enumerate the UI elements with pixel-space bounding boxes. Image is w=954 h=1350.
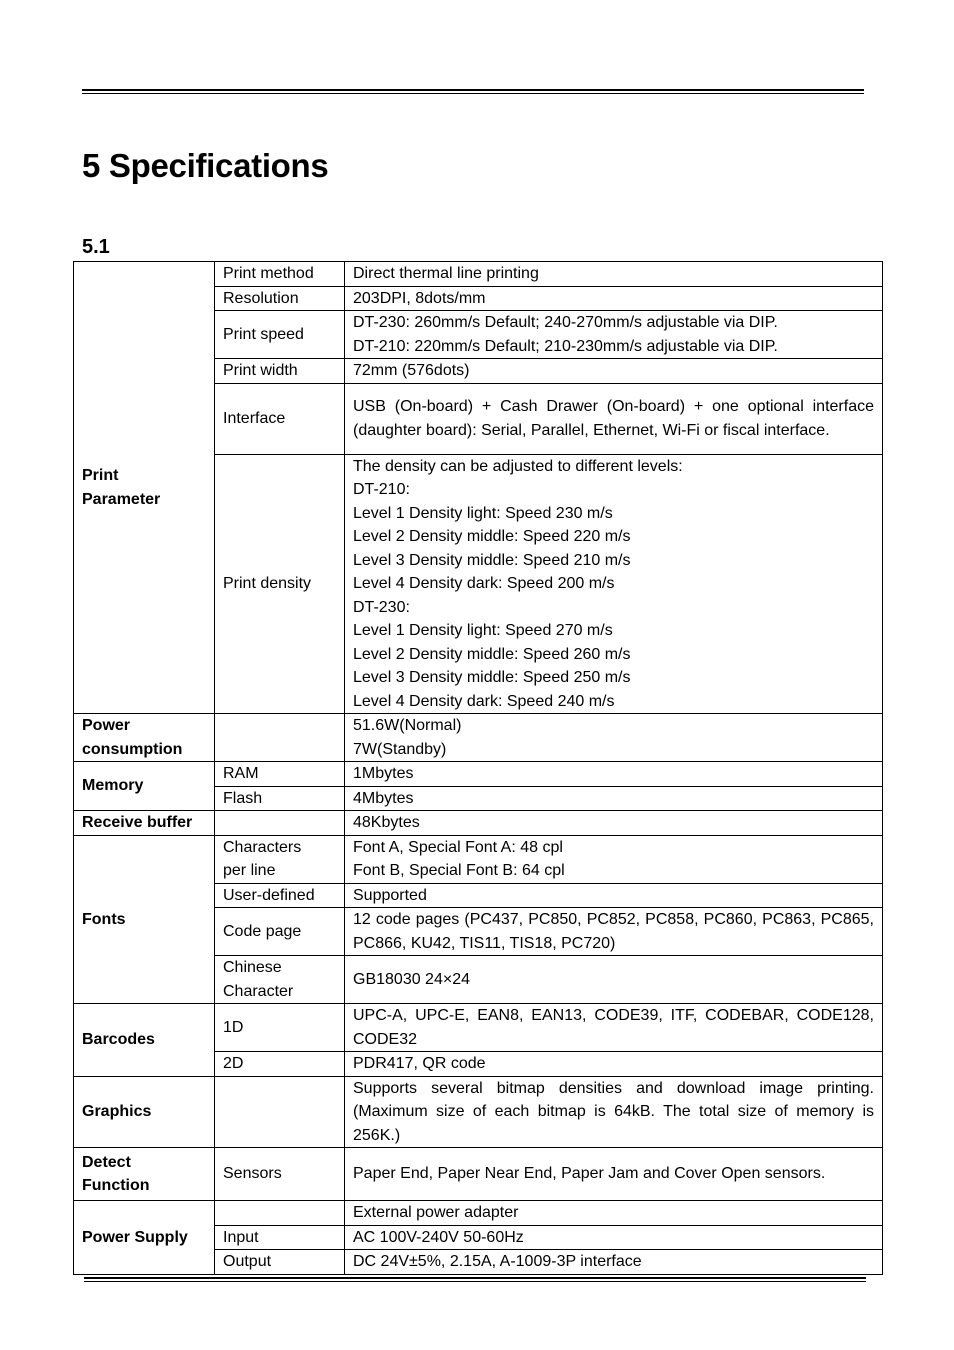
item-print-method: Print method	[215, 262, 345, 287]
category-print-parameter: Print Parameter	[74, 262, 215, 714]
item-resolution: Resolution	[215, 286, 345, 311]
header-rule-thin	[82, 93, 864, 94]
item-1d: 1D	[215, 1004, 345, 1052]
item-print-density: Print density	[215, 454, 345, 714]
item-characters-per-line: Characters per line	[215, 835, 345, 883]
value-1d: UPC-A, UPC-E, EAN8, EAN13, CODE39, ITF, CODEBAR, CODE128, CODE32	[345, 1004, 883, 1052]
value-chinese-character: GB18030 24×24	[345, 956, 883, 1004]
item-interface: Interface	[215, 383, 345, 454]
category-graphics: Graphics	[74, 1076, 215, 1148]
item-flash: Flash	[215, 786, 345, 811]
item-user-defined: User-defined	[215, 883, 345, 908]
table-row	[74, 1148, 883, 1201]
item-ram: RAM	[215, 762, 345, 787]
specifications-table	[73, 261, 883, 1275]
value-ram: 1Mbytes	[345, 762, 883, 787]
category-power-supply: Power Supply	[74, 1201, 215, 1275]
table-row	[74, 811, 883, 836]
value-input: AC 100V-240V 50-60Hz	[345, 1225, 883, 1250]
footer-rule-thick	[84, 1277, 866, 1279]
item-empty	[215, 714, 345, 762]
item-output: Output	[215, 1250, 345, 1275]
item-sensors: Sensors	[215, 1148, 345, 1201]
table-row	[74, 714, 883, 762]
value-flash: 4Mbytes	[345, 786, 883, 811]
table-row	[74, 762, 883, 787]
section-number: 5.1	[82, 236, 110, 258]
page-title: 5 Specifications	[82, 147, 329, 184]
value-print-density: The density can be adjusted to different levels: DT-210: Level 1 Density light: Speed 230 m/s Level 2 Density middle: Speed 220 m/s Level 3 Density middle: Speed 210 m/s Level 4 Density dark: Speed 200 m/s DT-230: Level 1 Density light: Speed 270 m/s Level 2 Density middle: Speed 260 m/s Level 3 Density middle: Speed 250 m/s Level 4 Density dark: Speed 240 m/s	[345, 454, 883, 714]
table-row	[74, 1201, 883, 1226]
table-row	[74, 262, 883, 287]
item-empty	[215, 1076, 345, 1148]
item-chinese-character: Chinese Character	[215, 956, 345, 1004]
value-print-method: Direct thermal line printing	[345, 262, 883, 287]
table-row	[74, 835, 883, 883]
value-receive-buffer: 48Kbytes	[345, 811, 883, 836]
value-power-consumption: 51.6W(Normal) 7W(Standby)	[345, 714, 883, 762]
value-2d: PDR417, QR code	[345, 1052, 883, 1077]
table-row	[74, 1076, 883, 1148]
item-adapter	[215, 1201, 345, 1226]
table-row	[74, 1004, 883, 1052]
category-detect-function: Detect Function	[74, 1148, 215, 1201]
value-sensors: Paper End, Paper Near End, Paper Jam and Cover Open sensors.	[345, 1148, 883, 1201]
value-characters-per-line: Font A, Special Font A: 48 cpl Font B, Special Font B: 64 cpl	[345, 835, 883, 883]
value-print-speed: DT-230: 260mm/s Default; 240-270mm/s adjustable via DIP. DT-210: 220mm/s Default; 210-230mm/s adjustable via DIP.	[345, 311, 883, 359]
category-power-consumption: Power consumption	[74, 714, 215, 762]
item-code-page: Code page	[215, 908, 345, 956]
item-empty	[215, 811, 345, 836]
value-graphics: Supports several bitmap densities and download image printing. (Maximum size of each bitmap is 64kB. The total size of memory is 256K.)	[345, 1076, 883, 1148]
item-input: Input	[215, 1225, 345, 1250]
category-memory: Memory	[74, 762, 215, 811]
item-print-speed: Print speed	[215, 311, 345, 359]
category-fonts: Fonts	[74, 835, 215, 1004]
footer-rule-thin	[84, 1281, 866, 1282]
item-2d: 2D	[215, 1052, 345, 1077]
value-interface: USB (On-board) + Cash Drawer (On-board) + one optional interface (daughter board): Serial, Parallel, Ethernet, Wi-Fi or fiscal interface.	[345, 383, 883, 454]
value-resolution: 203DPI, 8dots/mm	[345, 286, 883, 311]
value-user-defined: Supported	[345, 883, 883, 908]
value-output: DC 24V±5%, 2.15A, A-1009-3P interface	[345, 1250, 883, 1275]
value-adapter: External power adapter	[345, 1201, 883, 1226]
value-code-page: 12 code pages (PC437, PC850, PC852, PC858, PC860, PC863, PC865, PC866, KU42, TIS11, TIS18, PC720)	[345, 908, 883, 956]
header-rule-thick	[82, 89, 864, 91]
item-print-width: Print width	[215, 359, 345, 384]
category-barcodes: Barcodes	[74, 1004, 215, 1077]
category-receive-buffer: Receive buffer	[74, 811, 215, 836]
value-print-width: 72mm (576dots)	[345, 359, 883, 384]
